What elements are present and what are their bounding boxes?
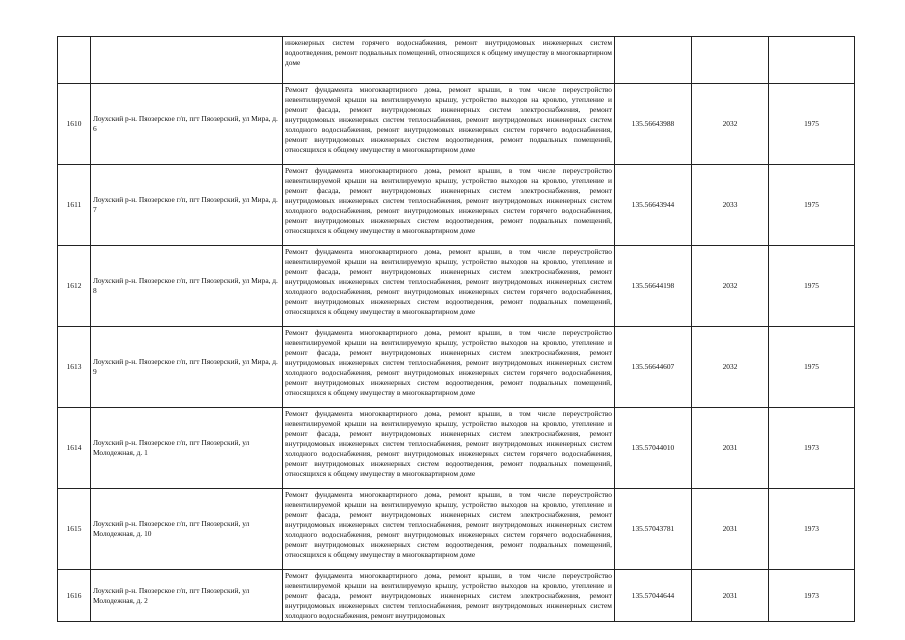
row-cost: 135.57044010 — [615, 408, 692, 489]
row-address: Лоухский р-н. Пяозерское г/п, пгт Пяозерский, ул Молодежная, д. 1 — [91, 408, 283, 489]
row-works-cell — [283, 246, 615, 327]
row-year: 2033 — [692, 165, 769, 246]
row-year: 2032 — [692, 84, 769, 165]
repair-program-table — [57, 36, 855, 622]
table-row — [58, 408, 855, 489]
row-works-cell — [283, 570, 615, 622]
row-works-cell — [283, 327, 615, 408]
table-row — [58, 489, 855, 570]
row-works-cell — [283, 408, 615, 489]
table-row — [58, 37, 855, 84]
row-number: 1610 — [58, 84, 91, 165]
row-address: Лоухский р-н. Пяозерское г/п, пгт Пяозерский, ул Мира, д. 8 — [91, 246, 283, 327]
row-year: 2032 — [692, 327, 769, 408]
row-number: 1612 — [58, 246, 91, 327]
row-year: 2031 — [692, 489, 769, 570]
row-cost: 135.56644198 — [615, 246, 692, 327]
row-cost — [615, 37, 692, 84]
row-address: Лоухский р-н. Пяозерское г/п, пгт Пяозерский, ул Мира, д. 6 — [91, 84, 283, 165]
row-cost: 135.56644607 — [615, 327, 692, 408]
row-number: 1615 — [58, 489, 91, 570]
table-row — [58, 327, 855, 408]
row-cost: 135.56643944 — [615, 165, 692, 246]
row-address: Лоухский р-н. Пяозерское г/п, пгт Пяозерский, ул Мира, д. 9 — [91, 327, 283, 408]
table-row — [58, 84, 855, 165]
row-cost: 135.56643988 — [615, 84, 692, 165]
row-address — [91, 37, 283, 84]
row-works-cell — [283, 37, 615, 84]
row-year: 2031 — [692, 570, 769, 622]
row-works-cell — [283, 489, 615, 570]
row-works: Ремонт фундамента многоквартирного дома, ремонт крыши, в том числе переустройство невентилируемой крыши на вентилируемую крышу, устройство выходов на кровлю, утепление и ремонт фасада, ремонт внутридомовых инженерных систем электроснабжения, ремонт внутридомовых инженерных систем теплоснабжения, ремонт внутридомовых инженерных систем холодного водоснабжения, ремонт внутридомовых инженерных систем горячего водоснабжения, ремонт внутридомовых инженерных систем водоотведения, ремонт подвальных помещений, относящихся к общему имуществу в многоквартирном доме — [285, 247, 612, 316]
row-built-year: 1973 — [769, 489, 855, 570]
row-number: 1611 — [58, 165, 91, 246]
row-year: 2032 — [692, 246, 769, 327]
row-built-year: 1975 — [769, 327, 855, 408]
row-number: 1613 — [58, 327, 91, 408]
row-works: Ремонт фундамента многоквартирного дома, ремонт крыши, в том числе переустройство невентилируемой крыши на вентилируемую крышу, устройство выходов на кровлю, утепление и ремонт фасада, ремонт внутридомовых инженерных систем электроснабжения, ремонт внутридомовых инженерных систем теплоснабжения, ремонт внутридомовых инженерных систем холодного водоснабжения, ремонт внутридомовых инженерных систем горячего водоснабжения, ремонт внутридомовых инженерных систем водоотведения, ремонт подвальных помещений, относящихся к общему имуществу в многоквартирном доме — [285, 490, 612, 559]
row-number: 1614 — [58, 408, 91, 489]
row-works-cell — [283, 84, 615, 165]
row-works: Ремонт фундамента многоквартирного дома, ремонт крыши, в том числе переустройство невентилируемой крыши на вентилируемую крышу, устройство выходов на кровлю, утепление и ремонт фасада, ремонт внутридомовых инженерных систем электроснабжения, ремонт внутридомовых инженерных систем теплоснабжения, ремонт внутридомовых инженерных систем холодного водоснабжения, ремонт внутридомовых инженерных систем горячего водоснабжения, ремонт внутридомовых инженерных систем водоотведения, ремонт подвальных помещений, относящихся к общему имуществу в многоквартирном доме — [285, 328, 612, 397]
row-built-year: 1975 — [769, 246, 855, 327]
row-number — [58, 37, 91, 84]
row-works-cell — [283, 165, 615, 246]
row-cost: 135.57043781 — [615, 489, 692, 570]
table-row — [58, 570, 855, 622]
row-works: Ремонт фундамента многоквартирного дома, ремонт крыши, в том числе переустройство невентилируемой крыши на вентилируемую крышу, устройство выходов на кровлю, утепление и ремонт фасада, ремонт внутридомовых инженерных систем электроснабжения, ремонт внутридомовых инженерных систем теплоснабжения, ремонт внутридомовых инженерных систем холодного водоснабжения, ремонт внутридомовых инженерных систем горячего водоснабжения, ремонт внутридомовых инженерных систем водоотведения, ремонт подвальных помещений, относящихся к общему имуществу в многоквартирном доме — [285, 166, 612, 235]
row-built-year: 1973 — [769, 408, 855, 489]
row-address: Лоухский р-н. Пяозерское г/п, пгт Пяозерский, ул Молодежная, д. 10 — [91, 489, 283, 570]
row-address: Лоухский р-н. Пяозерское г/п, пгт Пяозерский, ул Мира, д. 7 — [91, 165, 283, 246]
row-built-year — [769, 37, 855, 84]
row-cost: 135.57044644 — [615, 570, 692, 622]
row-works: Ремонт фундамента многоквартирного дома, ремонт крыши, в том числе переустройство невентилируемой крыши на вентилируемую крышу, устройство выходов на кровлю, утепление и ремонт фасада, ремонт внутридомовых инженерных систем электроснабжения, ремонт внутридомовых инженерных систем теплоснабжения, ремонт внутридомовых инженерных систем холодного водоснабжения, ремонт внутридомовых инженерных систем горячего водоснабжения, ремонт внутридомовых инженерных систем водоотведения, ремонт подвальных помещений, относящихся к общему имуществу в многоквартирном доме — [285, 409, 612, 478]
table-row — [58, 246, 855, 327]
table-row — [58, 165, 855, 246]
row-year — [692, 37, 769, 84]
row-built-year: 1973 — [769, 570, 855, 622]
row-works: Ремонт фундамента многоквартирного дома, ремонт крыши, в том числе переустройство невентилируемой крыши на вентилируемую крышу, устройство выходов на кровлю, утепление и ремонт фасада, ремонт внутридомовых инженерных систем электроснабжения, ремонт внутридомовых инженерных систем теплоснабжения, ремонт внутридомовых инженерных систем холодного водоснабжения, ремонт внутридомовых инженерных систем горячего водоснабжения, ремонт внутридомовых инженерных систем водоотведения, ремонт подвальных помещений, относящихся к общему имуществу в многоквартирном доме — [285, 85, 612, 154]
row-built-year: 1975 — [769, 84, 855, 165]
row-works: инженерных систем горячего водоснабжения, ремонт внутридомовых инженерных систем водоотведения, ремонт подвальных помещений, относящихся к общему имуществу в многоквартирном доме — [285, 38, 612, 67]
row-works: Ремонт фундамента многоквартирного дома, ремонт крыши, в том числе переустройство невентилируемой крыши на вентилируемую крышу, устройство выходов на кровлю, утепление и ремонт фасада, ремонт внутридомовых инженерных систем электроснабжения, ремонт внутридомовых инженерных систем теплоснабжения, ремонт внутридомовых инженерных систем холодного водоснабжения, ремонт внутридомовых — [285, 571, 612, 620]
row-built-year: 1975 — [769, 165, 855, 246]
row-address: Лоухский р-н. Пяозерское г/п, пгт Пяозерский, ул Молодежная, д. 2 — [91, 570, 283, 622]
row-number: 1616 — [58, 570, 91, 622]
row-year: 2031 — [692, 408, 769, 489]
